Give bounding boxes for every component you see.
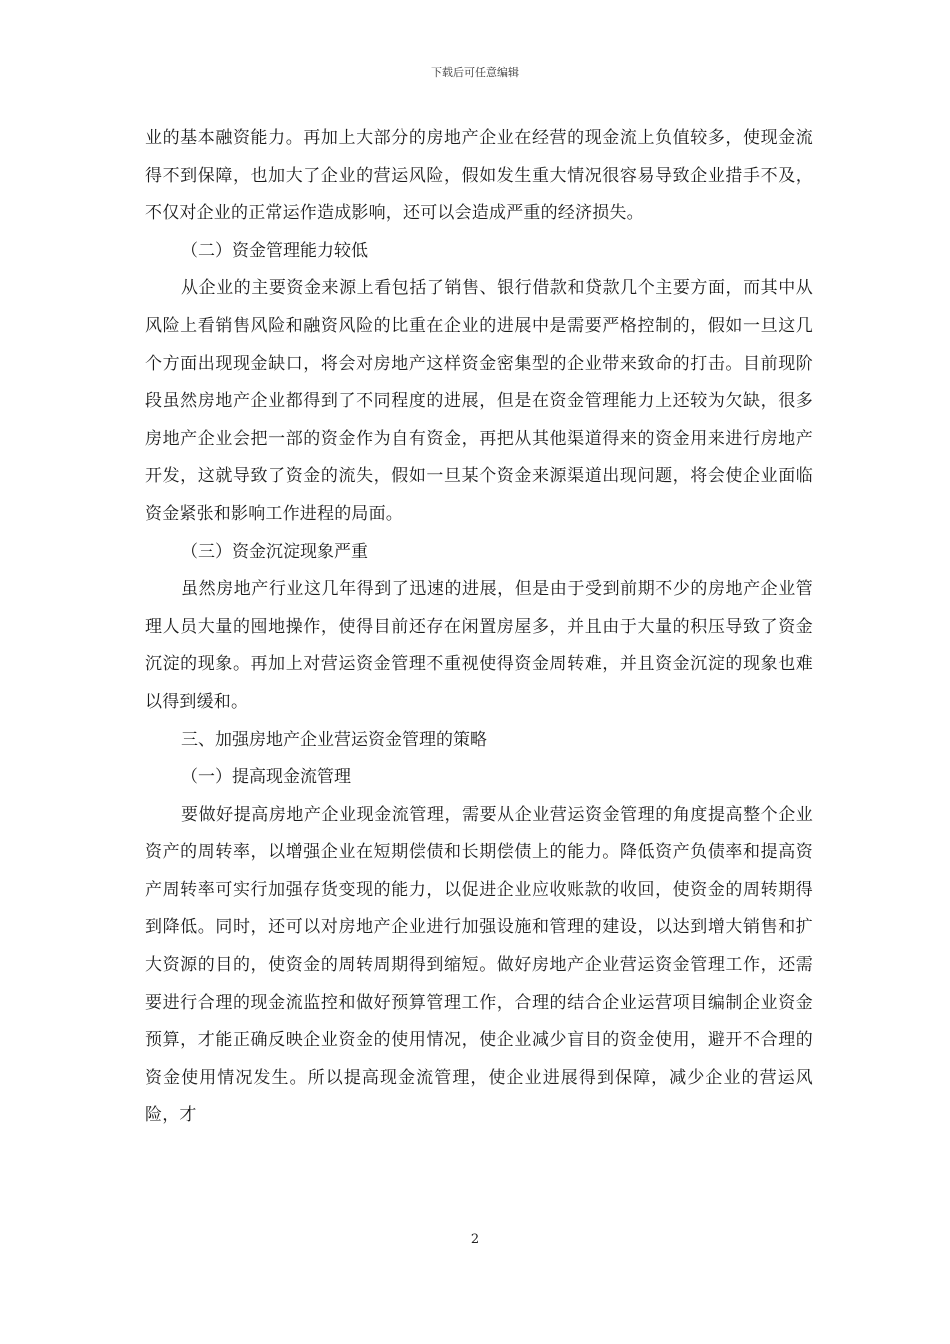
page-number: 2 (470, 1232, 480, 1247)
subheading-3: （三）资金沉淀现象严重 (181, 541, 368, 562)
paragraph-cash-flow: 要做好提高房地产企业现金流管理，需要从企业营运资金管理的角度提高整个企业资产的周转率，以增强企业在短期偿债和长期偿债上的能力。降低资产负债率和提高资产周转率可实行加强存货变现的能力，以促进企业应收账款的收回，使资金的周转期得到降低。同时，还可以对房地产企业进行加强设施和管理的建设，以达到增大销售和扩大资源的目的，使资金的周转周期得到缩短。做好房地产企业营运资金管理工作，还需要进行合理的现金流监控和做好预算管理工作，合理的结合企业运营项目编制企业资金预算，才能正确反映企业资金的使用情况，使企业减少盲目的资金使用，避开不合理的资金使用情况发生。所以提高现金流管理，使企业进展得到保障，减少企业的营运风险，才 (145, 804, 813, 1126)
paragraph-continuation: 业的基本融资能力。再加上大部分的房地产企业在经营的现金流上负值较多，使现金流得不到保障，也加大了企业的营运风险，假如发生重大情况很容易导致企业措手不及，不仅对企业的正常运作造成影响，还可以会造成严重的经济损失。 (145, 128, 813, 224)
subheading-3-1: （一）提高现金流管理 (181, 767, 351, 788)
page-header: 下载后可任意编辑 (431, 66, 519, 79)
paragraph-capital-sedimentation: 虽然房地产行业这几年得到了迅速的进展，但是由于受到前期不少的房地产企业管理人员大量的囤地操作，使得目前还存在闲置房屋多，并且由于大量的积压导致了资金沉淀的现象。再加上对营运资金管理不重视使得资金周转难，并且资金沉淀的现象也难以得到缓和。 (145, 579, 813, 712)
section-heading-3: 三、加强房地产企业营运资金管理的策略 (181, 729, 487, 750)
subheading-2: （二）资金管理能力较低 (181, 240, 368, 261)
document-body (145, 120, 813, 1135)
paragraph-capital-management: 从企业的主要资金来源上看包括了销售、银行借款和贷款几个主要方面，而其中从风险上看销售风险和融资风险的比重在企业的进展中是需要严格控制的，假如一旦这几个方面出现现金缺口，将会对房地产这样资金密集型的企业带来致命的打击。目前现阶段虽然房地产企业都得到了不同程度的进展，但是在资金管理能力上还较为欠缺，很多房地产企业会把一部的资金作为自有资金，再把从其他渠道得来的资金用来进行房地产开发，这就导致了资金的流失，假如一旦某个资金来源渠道出现问题，将会使企业面临资金紧张和影响工作进程的局面。 (145, 278, 813, 524)
